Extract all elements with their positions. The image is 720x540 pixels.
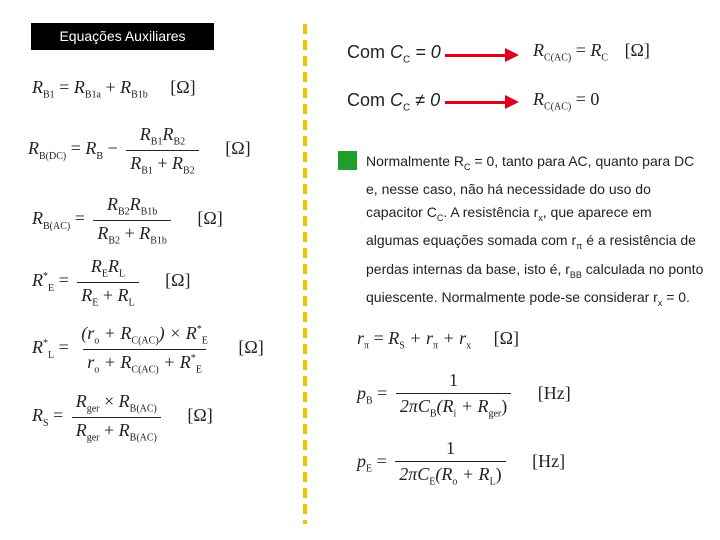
equation-rpi: $r_\pi = R_S + r_\pi + r_x$ [Ω]: [357, 328, 520, 352]
bullet-square-icon: [338, 151, 357, 170]
equation-rfe: $R^*_E$ = $\frac{R_ER_L}{R_E + R_L}$ [Ω]: [32, 256, 191, 309]
equation-pe: $p_E$ = $\frac{1}{2\pi C_E(R_o + R_L)}$ [Hz]: [357, 438, 566, 488]
dotted-divider: [303, 24, 307, 524]
section-title: Equações Auxiliares: [31, 23, 214, 50]
arrow-right-icon: [445, 101, 507, 104]
equation-rb1: $R_{B1} = R_{B1a} + R_{B1b}$ [Ω]: [32, 77, 196, 101]
arrow-right-icon: [445, 54, 507, 57]
explanation-paragraph: Normalmente $R_C = 0$, tanto para AC, quanto para DC e, nesse caso, não há necessidade do uso do capacitor $C_C$. A resistência $r_x$, que aparece em algumas equações somada com $r_\pi$ é a resistência de perdas internas da base, isto é, $r_{BB}$ calculada no ponto quiescente. Normalmente pode-se considerar $r_x = 0$.: [366, 153, 704, 308]
result-rc-ac-eq-rc: $R_{C(AC)} = R_C$ [Ω]: [533, 40, 650, 64]
condition-cc-nonzero: Com $C_C \ne 0$: [347, 90, 441, 114]
equation-pb: $p_B$ = $\frac{1}{2\pi C_B(R_i + R_{ger})}$ [Hz]: [357, 370, 571, 420]
equation-rl: $R^*_L$ = $\frac{(r_o + R_{C(AC)}) \times R^*_E}{r_o + R_{C(AC)} + R^*_E}$ [Ω]: [32, 323, 264, 376]
result-rc-ac-eq-zero: $R_{C(AC)} = 0$: [533, 89, 600, 113]
condition-cc-zero: Com $C_C = 0$: [347, 42, 441, 66]
equation-rs: $R_S$ = $\frac{R_{ger} \times R_{B(AC)}}{R_{ger} + R_{B(AC)}}$ [Ω]: [32, 391, 213, 444]
equation-rbac: $R_{B(AC)}$ = $\frac{R_{B2}R_{B1b}}{R_{B2} + R_{B1b}}$ [Ω]: [32, 194, 223, 247]
equation-rbdc: $R_{B(DC)} = R_B$ − $\frac{R_{B1}R_{B2}}{R_{B1} + R_{B2}}$ [Ω]: [28, 124, 251, 177]
